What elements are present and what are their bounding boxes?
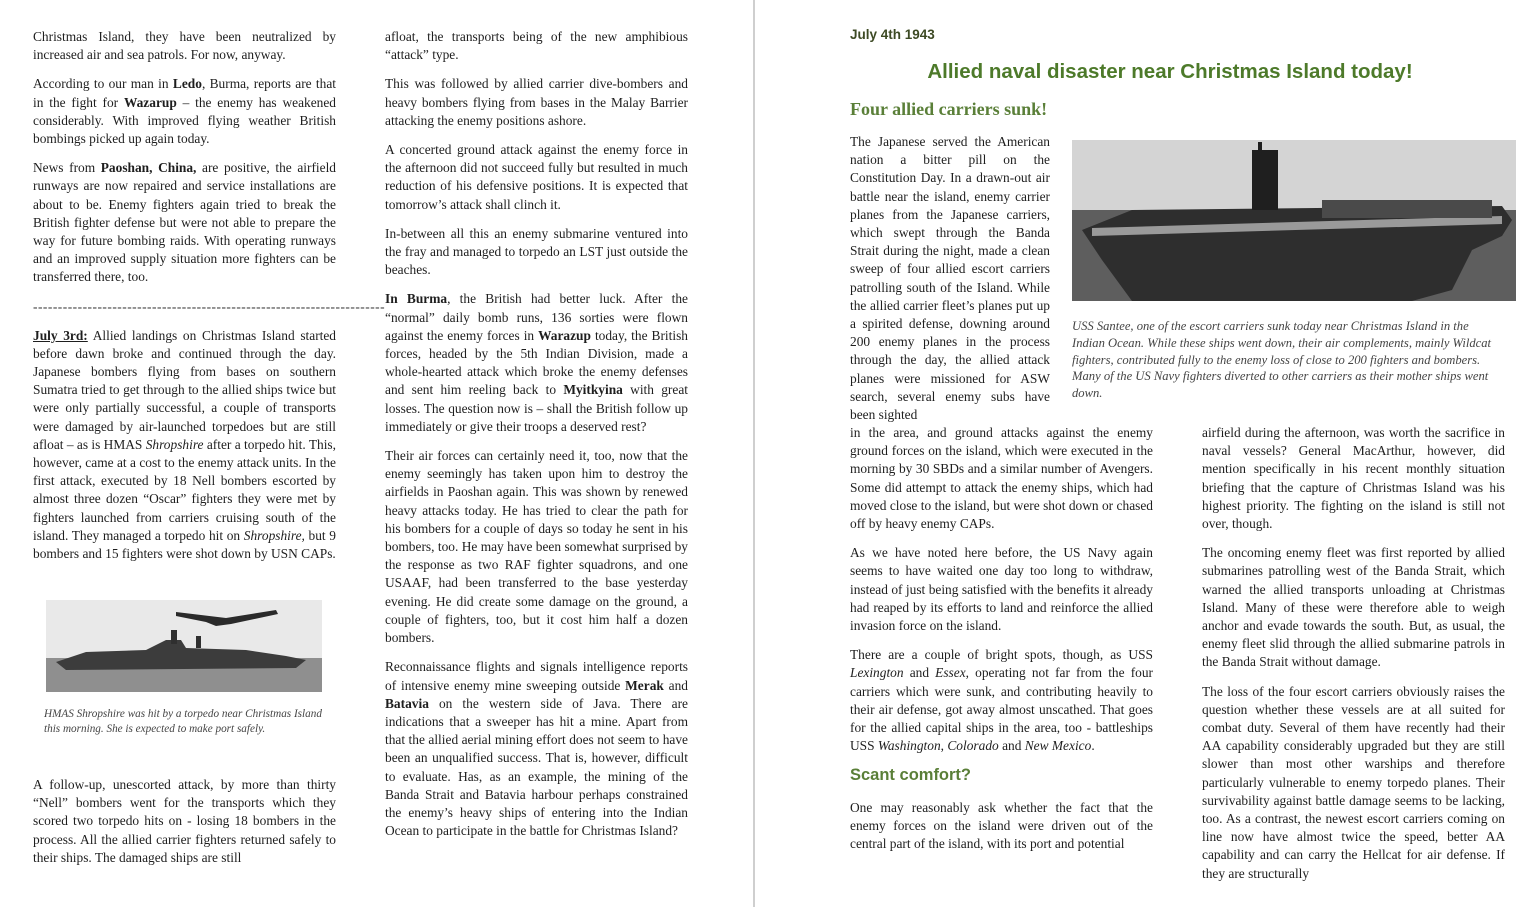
santee-caption: USS Santee, one of the escort carriers sunk today near Christmas Island in the Indian Ocean. While these ships went down, their air complements, mainly Wildcat fighters, contributed fully to the enemy loss of close to 200 fighters and bombers. Many of the US Navy fighters diverted to other carriers as their mother ships went down.: [1072, 319, 1492, 401]
left-column-1: [33, 28, 386, 574]
separator-line: -----------------------------------------------------------------------: [33, 298, 386, 314]
paragraph: Their air forces can certainly need it, too, now that the enemy seemingly has taken upon him to destroy the airfields in Paoshan again. This was shown by renewed heavy attacks today. He has tried to clear the path for his bombers for a couple of days so today he sent in his bombers, too. He may have been somewhat surprised by the response as two RAF fighter squadrons, and one USAAF, had been transferred to the base yesterday evening. He did create some damage on the ground, a couple of fighters, too, but it cost him half a dozen bombers.: [385, 448, 688, 646]
paragraph: afloat, the transports being of the new amphibious “attack” type.: [385, 29, 688, 63]
shropshire-caption: HMAS Shropshire was hit by a torpedo near Christmas Island this morning. She is expected to make port safely.: [44, 708, 322, 735]
paragraph: in the area, and ground attacks against the enemy ground forces on the island, which were executed in the morning by 30 SBDs and a similar number of Avengers. Some did attempt to attack the enemy ships, which had moved close to the island, but were shot down or chased off by heavy enemy CAPs.: [850, 425, 1153, 532]
paragraph: A follow-up, unescorted attack, by more than thirty “Nell” bombers went for the transports which they scored two torpedo hits on - losing 18 bombers in the process. All the allied carrier fighters returned safely to their ships. The damaged ships are still: [33, 777, 336, 865]
paragraph: The Japanese served the American nation a bitter pill on the Constitution Day. In a drawn-out air battle near the island, enemy carrier planes from the Japanese carriers, which swept through the Banda Strait during the night, made a clean sweep of four allied escort carriers patrolling south of the Island. While the allied carrier fleet’s planes put up a spirited defense, downing around 200 enemy planes in the process through the day, the allied attack planes were missioned for ASW search, several enemy subs have been sighted: [850, 134, 1050, 423]
paragraph: In-between all this an enemy submarine ventured into the fray and managed to torpedo an LST just outside the beaches.: [385, 225, 688, 278]
paragraph: July 3rd: Allied landings on Christmas Island started before dawn broke and continued through the day. Japanese bombers flying from bases on southern Sumatra tried to get through to the allied ships twice but were only partially successful, a couple of transports were damaged by air-launched torpedoes but are still afloat – as is HMAS Shropshire after a torpedo hit. This, however, came at a cost to the enemy attack units. In the first attack, executed by 18 Nell bombers escorted by almost three dozen “Oscar” fighters they were met by fighters launched from carriers cruising south of the island. They managed a torpedo hit on Shropshire, but 9 bombers and 15 fighters were shot down by USN CAPs.: [33, 327, 337, 562]
headline: Allied naval disaster near Christmas Island today!: [927, 60, 1413, 83]
paragraph: A concerted ground attack against the enemy force in the afternoon did not succeed fully but resulted in much reduction of his defensive positions. It is expected that tomorrow’s attack shall clinch it.: [385, 142, 688, 212]
paragraph: airfield during the afternoon, was worth the sacrifice in naval vessels? General MacArthur, however, did mention specifically in his recent monthly situation briefing that the capture of Christmas Island was his highest priority. The fighting on the island is still not over, though.: [1202, 425, 1505, 532]
paragraph: This was followed by allied carrier dive-bombers and heavy bombers flying from bases in the Malay Barrier attacking the enemy positions ashore.: [385, 76, 688, 128]
paragraph: The loss of the four escort carriers obviously raises the question whether these vessels are at all suited for combat duty. Several of them have recently had their AA capability considerably upgraded but they are still slower than most other warships and therefore particularly vulnerable to enemy torpedo planes. Their survivability against battle damage seems to be lacking, too. As a contrast, the newest escort carriers coming on line now have almost twice the speed, better AA capability and can carry the Hellcat for air defense. If they are structurally: [1202, 683, 1505, 881]
paragraph: According to our man in Ledo, Burma, reports are that in the fight for Wazarup – the enemy has weakened considerably. With improved flying weather British bombings picked up again today.: [33, 76, 337, 147]
left-column-2: [385, 28, 688, 851]
right-column-2: [1202, 424, 1505, 894]
ship-and-plane-image: [46, 600, 322, 692]
paragraph: As we have noted here before, the US Navy again seems to have waited one day too long to withdraw, instead of just being satisfied with the benefits it already had reaped by its efforts to land and reinforce the allied invasion force on the island.: [850, 545, 1153, 634]
subheadline: Four allied carriers sunk!: [850, 99, 1048, 119]
carrier-image: [1072, 140, 1516, 301]
paragraph: One may reasonably ask whether the fact that the enemy forces on the island were driven out of the central part of the island, with its port and potential: [850, 799, 1153, 852]
santee-photo: [1072, 140, 1516, 301]
paragraph: The oncoming enemy fleet was first reported by allied submarines patrolling west of the Banda Strait, which warned the allied transports unloading at Christmas Island. Many of these were therefore able to weigh anchor and evade towards the south. But, as usual, the enemy fleet slid through the allied submarine patrols in the Banda Strait without damage.: [1202, 545, 1505, 670]
subheadline-scant-comfort: Scant comfort?: [850, 766, 972, 785]
paragraph: News from Paoshan, China, are positive, the airfield runways are now repaired and service installations are about to be. Enemy fighters again tried to break the British fighter defense but were not able to prepare the way for future bombing raids. With operating runways and an improved supply situation more fighters can be transferred there, too.: [33, 160, 336, 285]
paragraph: Reconnaissance flights and signals intelligence reports of intensive enemy mine sweeping outside Merak and Batavia on the western side of Java. There are indications that a sweeper has hit a mine. Apart from that the allied aerial mining effort does not seem to have been an unqualified success. That is, however, difficult to evaluate. Has, as an example, the mining of the Banda Strait and Batavia harbour perhaps constrained the enemy’s heavy ships of entering into the Indian Ocean to participate in the battle for Christmas Island?: [385, 659, 689, 839]
paragraph: Christmas Island, they have been neutralized by increased air and sea patrols. For now, anyway.: [33, 29, 336, 63]
right-column-1: [850, 424, 1153, 864]
issue-date: July 4th 1943: [850, 27, 935, 42]
left-column-1-bottom: [33, 776, 336, 878]
paragraph: In Burma, the British had better luck. After the “normal” daily bomb runs, 136 sorties were flown against the enemy forces in Warazup today, the British forces, headed by the 5th Indian Division, made a whole-hearted attack which broke the enemy defenses and sent him reeling back to Myitkyina with great losses. The question now is – shall the British follow up immediately or give their troops a deserved rest?: [385, 291, 688, 434]
shropshire-photo: [46, 600, 322, 692]
intro-column: [850, 133, 1050, 424]
page-divider: [753, 0, 755, 907]
paragraph: There are a couple of bright spots, though, as USS Lexington and Essex, operating not far from the four carriers which were sunk, and contributing heavily to their air defense, got away almost unscathed. That goes for the allied capital ships in the area, too - battleships USS Washington, Colorado and New Mexico.: [850, 647, 1154, 754]
